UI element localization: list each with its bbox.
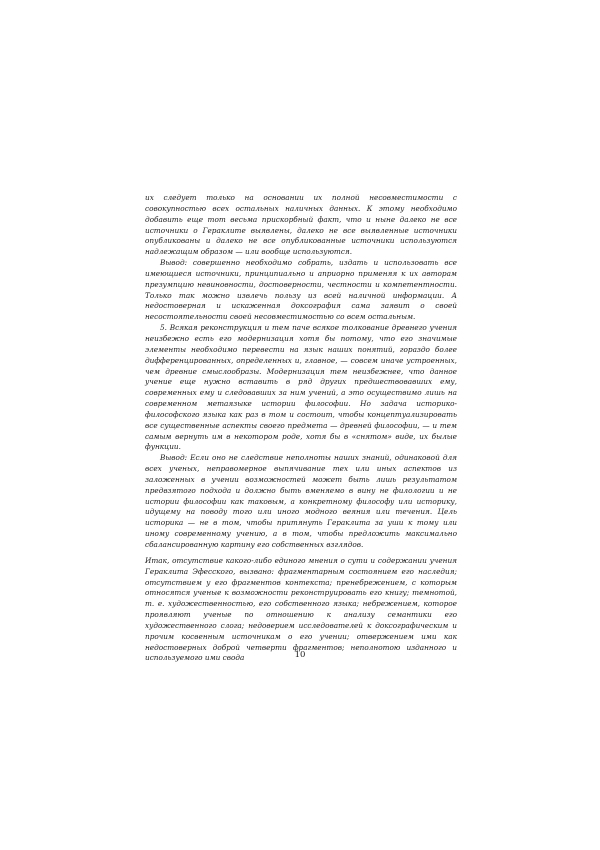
paragraph-conclusion-sources: Вывод: совершенно необходимо собрать, издать и использовать все имеющиеся источники, принципиально и априорно применяя к их авторам презумпцию невиновности, достоверности, честности и компетентности. Только так можно извлечь пользу из всей наличной информации. А недостоверная и искаженная доксография сама заявит о своей несостоятельности своей несовместимостью со всем остальным. xyxy=(145,258,457,322)
paragraph-section-5: 5. Всякая реконструкция и тем паче всякое толкование древнего учения неизбежно есть его модернизация хотя бы потому, что его значимые элементы необходимо перевести на язык наших понятий, гораздо более дифференцированных, определенных и, главное, — совсем иначе устроенных, чем древние смыслообразы. Модернизация тем неизбежнее, что данное учение еще нужно вставить в ряд других предшествовавших ему, современных ему и следовавших за ним учений, а это осуществимо лишь на современном метаязыке истории философии. Но задача историко-философского языка как раз в том и состоит, чтобы концептуализировать все существенные аспекты своего предмета — древней философии, — и тем самым вернуть им в некотором роде, хотя бы в «снятом» виде, их былые функции. xyxy=(145,323,457,452)
paragraph-continuation: их следует только на основании их полной несовместимости с совокупностью всех остальных наличных данных. К этому необходимо добавить еще тот весьма прискорбный факт, что и ныне далеко не все источники о Гераклите выявлены, далеко не все выявленные источники опубликованы и далеко не все опубликованные источники используются надлежащим образом — или вообще используются. xyxy=(145,193,457,257)
page-number: 10 xyxy=(294,650,306,660)
paragraph-summary: Итак, отсутствие какого-либо единого мнения о сути и содержании учения Гераклита Эфесского, вызвано: фрагментарным состоянием его наследия; отсутствием у его фрагментов контекста; пренебрежением, с которым относятся ученые к возможности реконструировать его книгу; темнотой, т. е. художественностью, его собственного языка; небрежением, которое проявляют ученые по отношению к анализу семантики его художественного слога; недоверием исследователей к доксографическим и прочим косвенным источникам о его учении; отвержением ими как недостоверных доброй четверти фрагментов; неполнотою изданного и используемого ими свода xyxy=(145,555,457,663)
body-text xyxy=(145,193,457,664)
paragraph-conclusion-modernization: Вывод: Если оно не следствие неполноты наших знаний, одинаковой для всех ученых, неправомерное выпячивание тех или иных аспектов из заложенных в учении возможностей может быть лишь результатом предвзятого подхода и должно быть вменяемо в вину не филологии и не истории философии как таковым, а конкретному философу или историку, идущему на поводу того или иного модного веяния или течения. Цель историка — не в том, чтобы притянуть Гераклита за уши к тому или иному современному учению, а в том, чтобы предложить максимально сбалансированную картину его собственных взглядов. xyxy=(145,453,457,549)
